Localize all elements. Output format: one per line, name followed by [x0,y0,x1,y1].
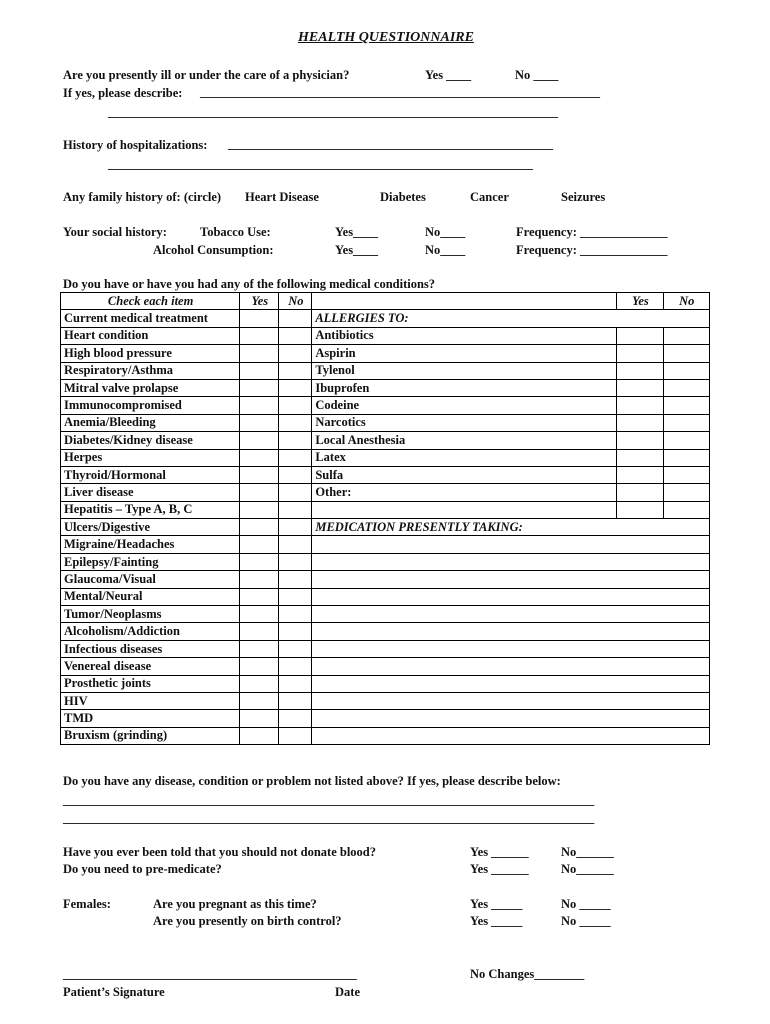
allergy-yes-checkbox[interactable] [617,414,663,431]
condition-no-checkbox[interactable] [279,571,312,588]
allergy-no-checkbox[interactable] [663,501,709,518]
alcohol-yes-field[interactable]: Yes____ [335,243,379,257]
table-row [61,606,710,623]
medication-entry-field[interactable] [312,658,710,675]
donate-blood-no-field[interactable]: No______ [561,845,614,859]
patient-signature-label: Patient’s Signature [63,985,165,999]
condition-yes-checkbox[interactable] [240,675,279,692]
condition-no-checkbox[interactable] [279,606,312,623]
medication-entry-field[interactable] [312,553,710,570]
physician-yes-field[interactable]: Yes ____ [425,68,472,82]
table-row [61,449,710,466]
condition-yes-checkbox[interactable] [240,640,279,657]
medication-entry-field[interactable] [312,640,710,657]
condition-yes-checkbox[interactable] [240,536,279,553]
other-disease-line-1[interactable]: _____________________________________________________________________________________ [63,793,595,807]
table-row [61,588,710,605]
medication-entry-field[interactable] [312,727,710,744]
col-header-check-each-item: Check each item [61,293,240,310]
allergy-no-checkbox[interactable] [663,345,709,362]
medication-entry-field[interactable] [312,588,710,605]
medication-entry-field[interactable] [312,536,710,553]
tobacco-no-field[interactable]: No____ [425,225,466,239]
condition-yes-checkbox[interactable] [240,327,279,344]
allergy-no-checkbox[interactable] [663,449,709,466]
condition-label: Liver disease [61,484,240,501]
table-row [61,692,710,709]
condition-yes-checkbox[interactable] [240,571,279,588]
condition-label: Current medical treatment [61,310,240,327]
birth-control-question: Are you presently on birth control? [153,914,342,928]
allergy-label: Antibiotics [312,327,617,344]
condition-no-checkbox[interactable] [279,484,312,501]
premedicate-question: Do you need to pre-medicate? [63,862,222,876]
allergy-yes-checkbox[interactable] [617,484,663,501]
family-history-label: Any family history of: (circle) [63,190,222,204]
table-row [61,727,710,744]
condition-yes-checkbox[interactable] [240,588,279,605]
table-row [61,345,710,362]
allergy-yes-checkbox[interactable] [617,501,663,518]
alcohol-frequency-field[interactable]: Frequency: ______________ [516,243,668,257]
birth-control-yes-field[interactable]: Yes _____ [470,914,523,928]
col-header-right-no: No [663,293,709,310]
condition-no-checkbox[interactable] [279,536,312,553]
table-row [61,466,710,483]
condition-label: Migraine/Headaches [61,536,240,553]
condition-no-checkbox[interactable] [279,658,312,675]
social-history-label: Your social history: [63,225,167,239]
condition-yes-checkbox[interactable] [240,484,279,501]
tobacco-label: Tobacco Use: [200,225,271,239]
allergy-yes-checkbox[interactable] [617,327,663,344]
donate-blood-yes-field[interactable]: Yes ______ [470,845,529,859]
condition-no-checkbox[interactable] [279,327,312,344]
table-row [61,327,710,344]
allergy-yes-checkbox[interactable] [617,362,663,379]
condition-no-checkbox[interactable] [279,588,312,605]
other-disease-line-2[interactable]: _____________________________________________________________________________________ [63,811,595,825]
condition-yes-checkbox[interactable] [240,310,279,327]
condition-yes-checkbox[interactable] [240,501,279,518]
hospitalizations-line-1[interactable]: ____________________________________________________ [228,137,553,151]
allergy-no-checkbox[interactable] [663,379,709,396]
condition-no-checkbox[interactable] [279,449,312,466]
describe-line-2[interactable]: ________________________________________________________________________ [108,105,558,119]
allergy-label: Ibuprofen [312,379,617,396]
condition-no-checkbox[interactable] [279,432,312,449]
allergy-yes-checkbox[interactable] [617,432,663,449]
table-row [61,571,710,588]
medication-header: MEDICATION PRESENTLY TAKING: [312,519,710,536]
condition-yes-checkbox[interactable] [240,432,279,449]
col-header-no: No [279,293,312,310]
no-changes-field[interactable]: No Changes________ [470,967,585,981]
allergy-yes-checkbox[interactable] [617,379,663,396]
condition-label: Hepatitis – Type A, B, C [61,501,240,518]
birth-control-no-field[interactable]: No _____ [561,914,611,928]
condition-yes-checkbox[interactable] [240,466,279,483]
table-row [61,501,710,518]
allergy-label: Narcotics [312,414,617,431]
allergy-label: Aspirin [312,345,617,362]
table-row [61,397,710,414]
table-row [61,675,710,692]
condition-yes-checkbox[interactable] [240,623,279,640]
condition-yes-checkbox[interactable] [240,606,279,623]
tobacco-frequency-field[interactable]: Frequency: ______________ [516,225,668,239]
table-row [61,536,710,553]
medication-entry-field[interactable] [312,675,710,692]
condition-label: Venereal disease [61,658,240,675]
table-row [61,658,710,675]
page-title: HEALTH QUESTIONNAIRE [298,30,474,45]
allergy-no-checkbox[interactable] [663,432,709,449]
col-header-right-yes: Yes [617,293,663,310]
condition-label: High blood pressure [61,345,240,362]
condition-no-checkbox[interactable] [279,640,312,657]
condition-label: Thyroid/Hormonal [61,466,240,483]
allergy-yes-checkbox[interactable] [617,449,663,466]
allergy-label: Codeine [312,397,617,414]
table-row [61,432,710,449]
family-option-heart-disease[interactable]: Heart Disease [245,190,319,204]
condition-label: Alcoholism/Addiction [61,623,240,640]
condition-yes-checkbox[interactable] [240,345,279,362]
conditions-question: Do you have or have you had any of the following medical conditions? [63,277,436,291]
physician-question: Are you presently ill or under the care of a physician? [63,68,350,82]
condition-no-checkbox[interactable] [279,501,312,518]
medication-entry-field[interactable] [312,571,710,588]
medical-conditions-table [60,292,710,745]
premedicate-yes-field[interactable]: Yes ______ [470,862,529,876]
date-label: Date [335,985,360,999]
family-option-diabetes[interactable]: Diabetes [380,190,426,204]
condition-yes-checkbox[interactable] [240,727,279,744]
family-option-cancer[interactable]: Cancer [470,190,509,204]
condition-label: TMD [61,710,240,727]
allergy-label: Latex [312,449,617,466]
col-header-right-blank [312,293,617,310]
condition-label: Respiratory/Asthma [61,362,240,379]
allergy-no-checkbox[interactable] [663,362,709,379]
alcohol-no-field[interactable]: No____ [425,243,466,257]
condition-no-checkbox[interactable] [279,414,312,431]
condition-yes-checkbox[interactable] [240,414,279,431]
conditions-table-body [61,293,710,745]
premedicate-no-field[interactable]: No______ [561,862,614,876]
condition-label: Immunocompromised [61,397,240,414]
describe-label: If yes, please describe: [63,86,183,100]
allergy-yes-checkbox[interactable] [617,466,663,483]
condition-no-checkbox[interactable] [279,710,312,727]
allergy-label [312,501,617,518]
condition-no-checkbox[interactable] [279,362,312,379]
medication-entry-field[interactable] [312,606,710,623]
hospitalizations-line-2[interactable]: ____________________________________________________________________ [108,157,533,171]
signature-line[interactable]: _______________________________________________ [63,967,357,981]
table-row [61,710,710,727]
condition-label: Glaucoma/Visual [61,571,240,588]
table-row [61,519,710,536]
allergy-label: Other: [312,484,617,501]
table-row [61,623,710,640]
condition-yes-checkbox[interactable] [240,710,279,727]
condition-label: Heart condition [61,327,240,344]
condition-label: Tumor/Neoplasms [61,606,240,623]
condition-yes-checkbox[interactable] [240,379,279,396]
col-header-yes: Yes [240,293,279,310]
tobacco-yes-field[interactable]: Yes____ [335,225,379,239]
condition-label: Mitral valve prolapse [61,379,240,396]
condition-yes-checkbox[interactable] [240,397,279,414]
condition-label: Prosthetic joints [61,675,240,692]
allergy-yes-checkbox[interactable] [617,397,663,414]
condition-no-checkbox[interactable] [279,692,312,709]
condition-yes-checkbox[interactable] [240,553,279,570]
other-disease-question: Do you have any disease, condition or problem not listed above? If yes, please describe below: [63,774,561,788]
condition-no-checkbox[interactable] [279,675,312,692]
condition-yes-checkbox[interactable] [240,692,279,709]
condition-no-checkbox[interactable] [279,466,312,483]
condition-label: Ulcers/Digestive [61,519,240,536]
condition-no-checkbox[interactable] [279,553,312,570]
condition-yes-checkbox[interactable] [240,449,279,466]
table-row [61,484,710,501]
table-row [61,379,710,396]
condition-no-checkbox[interactable] [279,345,312,362]
condition-label: Mental/Neural [61,588,240,605]
allergy-label: Tylenol [312,362,617,379]
condition-label: Diabetes/Kidney disease [61,432,240,449]
table-header-row [61,293,710,310]
condition-label: Epilepsy/Fainting [61,553,240,570]
allergy-label: Sulfa [312,466,617,483]
allergy-yes-checkbox[interactable] [617,345,663,362]
females-label: Females: [63,897,111,911]
physician-no-field[interactable]: No ____ [515,68,559,82]
condition-yes-checkbox[interactable] [240,519,279,536]
table-row [61,414,710,431]
condition-no-checkbox[interactable] [279,519,312,536]
condition-no-checkbox[interactable] [279,397,312,414]
allergy-no-checkbox[interactable] [663,484,709,501]
pregnant-question: Are you pregnant as this time? [153,897,317,911]
condition-no-checkbox[interactable] [279,310,312,327]
medication-entry-field[interactable] [312,710,710,727]
medication-entry-field[interactable] [312,623,710,640]
condition-label: HIV [61,692,240,709]
table-row [61,310,710,327]
condition-label: Herpes [61,449,240,466]
pregnant-yes-field[interactable]: Yes _____ [470,897,523,911]
table-row [61,362,710,379]
allergy-no-checkbox[interactable] [663,414,709,431]
pregnant-no-field[interactable]: No _____ [561,897,611,911]
allergy-no-checkbox[interactable] [663,397,709,414]
condition-no-checkbox[interactable] [279,379,312,396]
medication-entry-field[interactable] [312,692,710,709]
allergy-no-checkbox[interactable] [663,466,709,483]
condition-label: Bruxism (grinding) [61,727,240,744]
describe-line-1[interactable]: ________________________________________________________________ [200,85,600,99]
condition-no-checkbox[interactable] [279,623,312,640]
condition-label: Anemia/Bleeding [61,414,240,431]
donate-blood-question: Have you ever been told that you should not donate blood? [63,845,377,859]
condition-yes-checkbox[interactable] [240,362,279,379]
condition-yes-checkbox[interactable] [240,658,279,675]
family-option-seizures[interactable]: Seizures [561,190,606,204]
condition-label: Infectious diseases [61,640,240,657]
condition-no-checkbox[interactable] [279,727,312,744]
allergy-label: Local Anesthesia [312,432,617,449]
alcohol-label: Alcohol Consumption: [153,243,274,257]
allergies-header: ALLERGIES TO: [312,310,710,327]
hospitalizations-label: History of hospitalizations: [63,138,208,152]
allergy-no-checkbox[interactable] [663,327,709,344]
table-row [61,640,710,657]
table-row [61,553,710,570]
